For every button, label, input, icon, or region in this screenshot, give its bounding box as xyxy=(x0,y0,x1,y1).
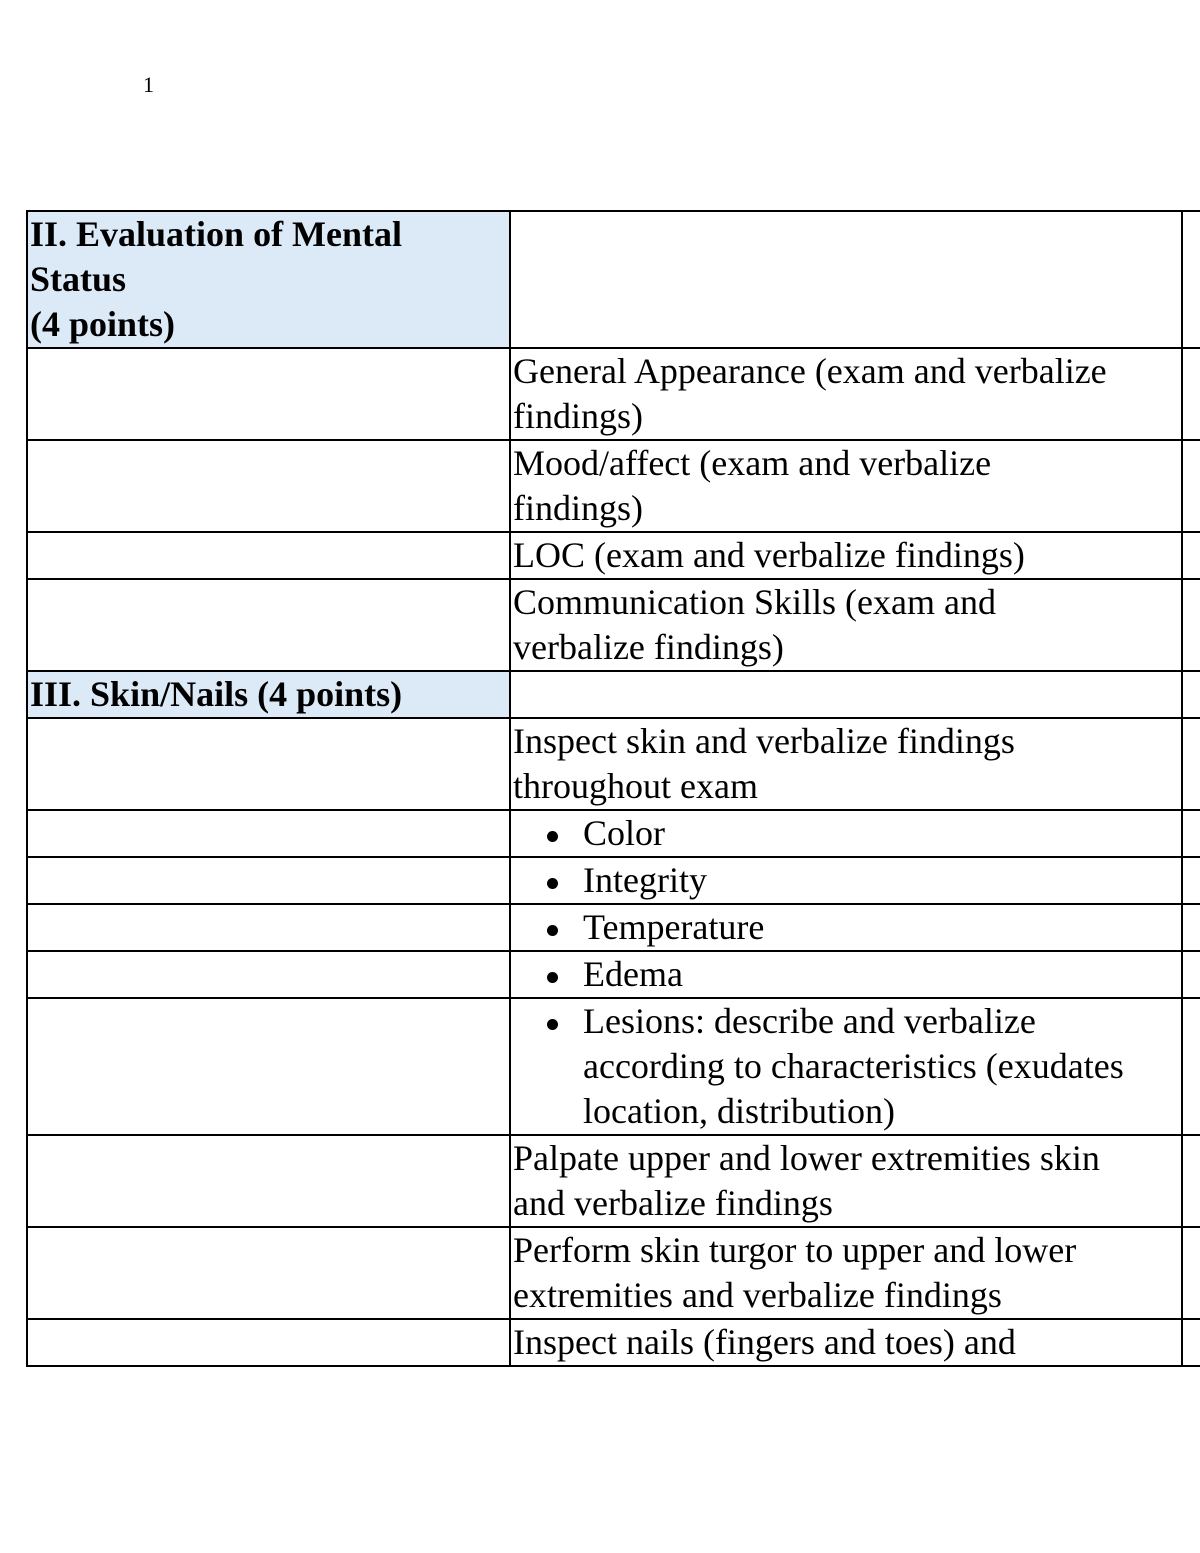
item-line: and verbalize findings xyxy=(513,1183,833,1223)
item-cell-skin-turgor xyxy=(510,1227,1182,1319)
score-cell xyxy=(1182,904,1200,951)
blank-cell xyxy=(27,951,510,998)
blank-cell xyxy=(27,1135,510,1227)
item-line: Lesions: describe and verbalize xyxy=(583,1001,1036,1041)
section-header-row xyxy=(27,671,1200,718)
score-cell xyxy=(1182,579,1200,671)
item-line: General Appearance (exam and verbalize xyxy=(513,351,1107,391)
item-line: location, distribution) xyxy=(583,1091,895,1131)
item-line: Color xyxy=(583,813,666,853)
score-cell xyxy=(1182,857,1200,904)
item-cell-general-appearance xyxy=(510,348,1182,440)
score-cell xyxy=(1182,671,1200,718)
bullet-icon xyxy=(547,972,558,983)
section-title-mental-status xyxy=(27,211,510,348)
score-cell xyxy=(1182,951,1200,998)
table-row xyxy=(27,579,1200,671)
bullet-icon xyxy=(547,878,558,889)
score-cell xyxy=(1182,1319,1200,1366)
item-line: throughout exam xyxy=(513,766,758,806)
section-header-blank-cell xyxy=(510,671,1182,718)
page-number: 1 xyxy=(143,72,154,97)
blank-cell xyxy=(27,348,510,440)
item-line: according to characteristics (exudates xyxy=(583,1046,1124,1086)
section-title-line: (4 points) xyxy=(30,304,176,344)
table-row xyxy=(27,348,1200,440)
item-cell-temperature xyxy=(510,904,1182,951)
blank-cell xyxy=(27,718,510,810)
bullet-icon xyxy=(547,1019,558,1030)
item-cell-communication-skills xyxy=(510,579,1182,671)
item-cell-loc xyxy=(510,532,1182,579)
item-cell-lesions xyxy=(510,998,1182,1135)
blank-cell xyxy=(27,810,510,857)
table-row xyxy=(27,718,1200,810)
item-line: findings) xyxy=(513,488,643,528)
table-row xyxy=(27,1319,1200,1366)
score-cell xyxy=(1182,998,1200,1135)
item-cell-inspect-skin xyxy=(510,718,1182,810)
bullet-icon xyxy=(547,925,558,936)
blank-cell xyxy=(27,532,510,579)
table-row xyxy=(27,951,1200,998)
score-cell xyxy=(1182,718,1200,810)
bullet-icon xyxy=(547,831,558,842)
item-line: LOC (exam and verbalize findings) xyxy=(513,535,1025,575)
table-row xyxy=(27,904,1200,951)
section-header-row xyxy=(27,211,1200,348)
item-line: Inspect nails (fingers and toes) and xyxy=(513,1322,1016,1362)
table-row xyxy=(27,1135,1200,1227)
item-cell-integrity xyxy=(510,857,1182,904)
item-line: Communication Skills (exam and xyxy=(513,582,996,622)
item-cell-color xyxy=(510,810,1182,857)
blank-cell xyxy=(27,857,510,904)
item-cell-mood-affect xyxy=(510,440,1182,532)
table-row xyxy=(27,440,1200,532)
score-cell xyxy=(1182,211,1200,348)
section-title-skin-nails xyxy=(27,671,510,718)
item-line: Perform skin turgor to upper and lower xyxy=(513,1230,1077,1270)
item-line: Palpate upper and lower extremities skin xyxy=(513,1138,1100,1178)
table-row xyxy=(27,532,1200,579)
item-line: Temperature xyxy=(583,907,765,947)
item-line: verbalize findings) xyxy=(513,627,784,667)
score-cell xyxy=(1182,810,1200,857)
item-line: Edema xyxy=(583,954,683,994)
item-line: Mood/affect (exam and verbalize xyxy=(513,443,992,483)
score-cell xyxy=(1182,532,1200,579)
section-title-line: II. Evaluation of Mental xyxy=(30,214,403,254)
item-line: Integrity xyxy=(583,860,707,900)
table-row xyxy=(27,810,1200,857)
section-header-blank-cell xyxy=(510,211,1182,348)
item-line: findings) xyxy=(513,396,643,436)
skills-checklist-table xyxy=(26,210,1200,1367)
section-title-line: III. Skin/Nails (4 points) xyxy=(30,674,403,714)
table-row xyxy=(27,1227,1200,1319)
blank-cell xyxy=(27,579,510,671)
blank-cell xyxy=(27,998,510,1135)
item-cell-inspect-nails xyxy=(510,1319,1182,1366)
section-title-line: Status xyxy=(30,259,127,299)
item-cell-palpate-extremities xyxy=(510,1135,1182,1227)
blank-cell xyxy=(27,440,510,532)
item-cell-edema xyxy=(510,951,1182,998)
table-row xyxy=(27,857,1200,904)
item-line: Inspect skin and verbalize findings xyxy=(513,721,1015,761)
score-cell xyxy=(1182,440,1200,532)
blank-cell xyxy=(27,904,510,951)
score-cell xyxy=(1182,1227,1200,1319)
blank-cell xyxy=(27,1227,510,1319)
blank-cell xyxy=(27,1319,510,1366)
score-cell xyxy=(1182,1135,1200,1227)
score-cell xyxy=(1182,348,1200,440)
table-row xyxy=(27,998,1200,1135)
item-line: extremities and verbalize findings xyxy=(513,1275,1002,1315)
